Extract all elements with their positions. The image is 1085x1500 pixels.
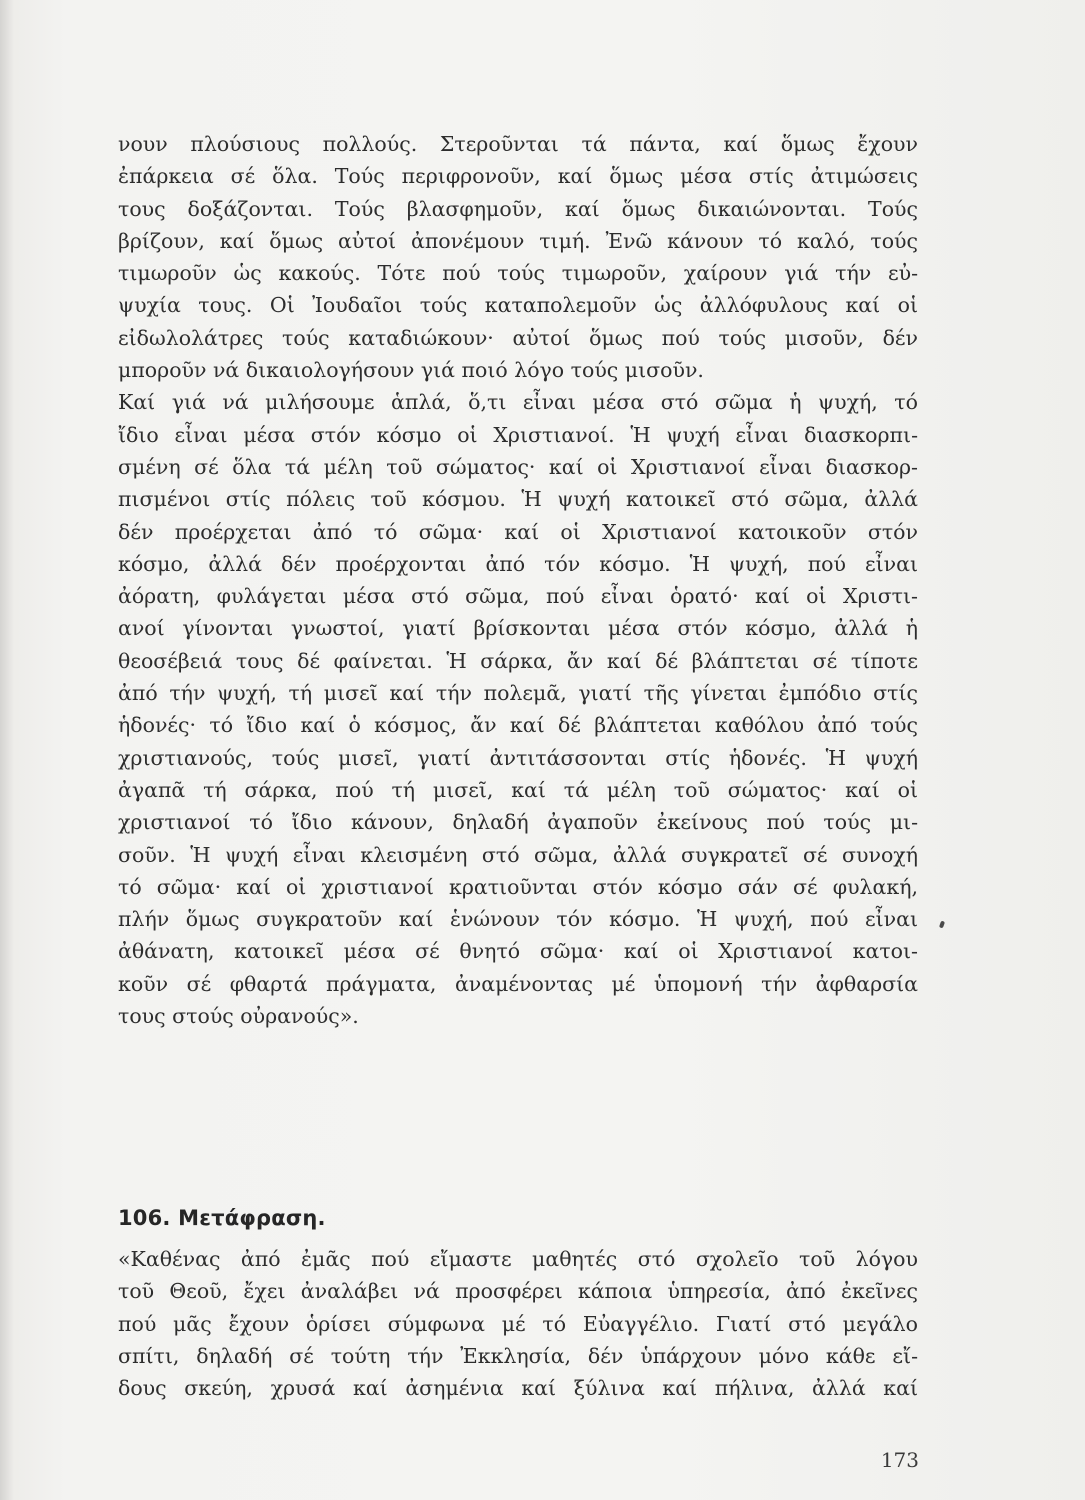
text-line: πλήν ὅμως συγκρατοῦν καί ἑνώνουν τόν κόσμο. Ἡ ψυχή, πού εἶναι (118, 907, 918, 932)
text-line: εἰδωλολάτρες τούς καταδιώκουν· αὐτοί ὅμως πού τούς μισοῦν, δέν (118, 325, 918, 350)
text-line: πού μᾶς ἔχουν ὁρίσει σύμφωνα μέ τό Εὐαγγέλιο. Γιατί στό μεγάλο (118, 1311, 918, 1336)
gutter-shadow (0, 0, 14, 1500)
text-line: Καί γιά νά μιλήσουμε ἁπλά, ὅ,τι εἶναι μέσα στό σῶμα ἡ ψυχή, τό (118, 390, 918, 415)
text-line: τιμωροῦν ὡς κακούς. Τότε πού τούς τιμωροῦν, χαίρουν γιά τήν εὐ- (118, 261, 918, 286)
text-line: ἐπάρκεια σέ ὅλα. Τούς περιφρονοῦν, καί ὅμως μέσα στίς ἀτιμώσεις (118, 164, 918, 189)
text-line: βρίζουν, καί ὅμως αὐτοί ἀπονέμουν τιμή. Ἐνῶ κάνουν τό καλό, τούς (118, 228, 918, 253)
text-line: σμένη σέ ὅλα τά μέλη τοῦ σώματος· καί οἱ Χριστιανοί εἶναι διασκορ- (118, 454, 918, 479)
text-line: ἴδιο εἶναι μέσα στόν κόσμο οἱ Χριστιανοί. Ἡ ψυχή εἶναι διασκορπι- (118, 422, 918, 447)
text-line: χριστιανοί τό ἴδιο κάνουν, δηλαδή ἀγαποῦν ἐκείνους πού τούς μι- (118, 810, 918, 835)
text-line: μποροῦν νά δικαιολογήσουν γιά ποιό λόγο τούς μισοῦν. (118, 358, 704, 383)
print-speck (939, 921, 945, 929)
text-line: τό σῶμα· καί οἱ χριστιανοί κρατιοῦνται στόν κόσμο σάν σέ φυλακή, (118, 874, 918, 899)
text-line: ἀγαπᾶ τή σάρκα, πού τή μισεῖ, καί τά μέλη τοῦ σώματος· καί οἱ (118, 777, 918, 802)
text-line: τοῦ Θεοῦ, ἔχει ἀναλάβει νά προσφέρει κάποια ὑπηρεσία, ἀπό ἐκεῖνες (118, 1279, 918, 1304)
page-number: 173 (880, 1448, 919, 1472)
text-line: τους στούς οὐρανούς». (118, 1004, 359, 1029)
text-line: ψυχία τους. Οἱ Ἰουδαῖοι τούς καταπολεμοῦν ὡς ἀλλόφυλους καί οἱ (118, 293, 918, 318)
text-line: ἀθάνατη, κατοικεῖ μέσα σέ θνητό σῶμα· καί οἱ Χριστιανοί κατοι- (118, 939, 918, 964)
text-line: «Καθένας ἀπό ἐμᾶς πού εἴμαστε μαθητές στό σχολεῖο τοῦ λόγου (118, 1247, 918, 1271)
text-line: κόσμο, ἀλλά δέν προέρχονται ἀπό τόν κόσμο. Ἡ ψυχή, πού εἶναι (118, 551, 918, 576)
text-line: σπίτι, δηλαδή σέ τούτη τήν Ἐκκλησία, δέν ὑπάρχουν μόνο κάθε εἴ- (118, 1343, 918, 1368)
text-line: δέν προέρχεται ἀπό τό σῶμα· καί οἱ Χριστιανοί κατοικοῦν στόν (118, 519, 918, 544)
text-line: νουν πλούσιους πολλούς. Στεροῦνται τά πάντα, καί ὅμως ἔχουν (118, 132, 918, 156)
text-line: ἀπό τήν ψυχή, τή μισεῖ καί τήν πολεμᾶ, γιατί τῆς γίνεται ἐμπόδιο στίς (118, 681, 918, 706)
text-line: σοῦν. Ἡ ψυχή εἶναι κλεισμένη στό σῶμα, ἀλλά συγκρατεῖ σέ συνοχή (118, 842, 918, 867)
text-line: χριστιανούς, τούς μισεῖ, γιατί ἀντιτάσσονται στίς ἡδονές. Ἡ ψυχή (118, 745, 918, 770)
text-line: τους δοξάζονται. Τούς βλασφημοῦν, καί ὅμως δικαιώνονται. Τούς (118, 196, 918, 221)
text-line: θεοσέβειά τους δέ φαίνεται. Ἡ σάρκα, ἄν καί δέ βλάπτεται σέ τίποτε (118, 648, 918, 673)
paragraph-translation (118, 1243, 918, 1404)
text-line: ανοί γίνονται γνωστοί, γιατί βρίσκονται μέσα στόν κόσμο, ἀλλά ἡ (118, 616, 918, 641)
text-line: κοῦν σέ φθαρτά πράγματα, ἀναμένοντας μέ ὑπομονή τήν ἀφθαρσία (118, 971, 918, 996)
section-heading: 106. Μετάφραση. (118, 1206, 326, 1230)
text-line: δους σκεύη, χρυσά καί ἀσημένια καί ξύλινα καί πήλινα, ἀλλά καί (118, 1376, 918, 1401)
text-line: ἀόρατη, φυλάγεται μέσα στό σῶμα, πού εἶναι ὁρατό· καί οἱ Χριστι- (118, 584, 918, 609)
text-line: ἡδονές· τό ἴδιο καί ὁ κόσμος, ἄν καί δέ βλάπτεται καθόλου ἀπό τούς (118, 713, 918, 738)
text-line: πισμένοι στίς πόλεις τοῦ κόσμου. Ἡ ψυχή κατοικεῖ στό σῶμα, ἀλλά (118, 487, 918, 512)
paragraph-continuation (118, 128, 918, 1032)
